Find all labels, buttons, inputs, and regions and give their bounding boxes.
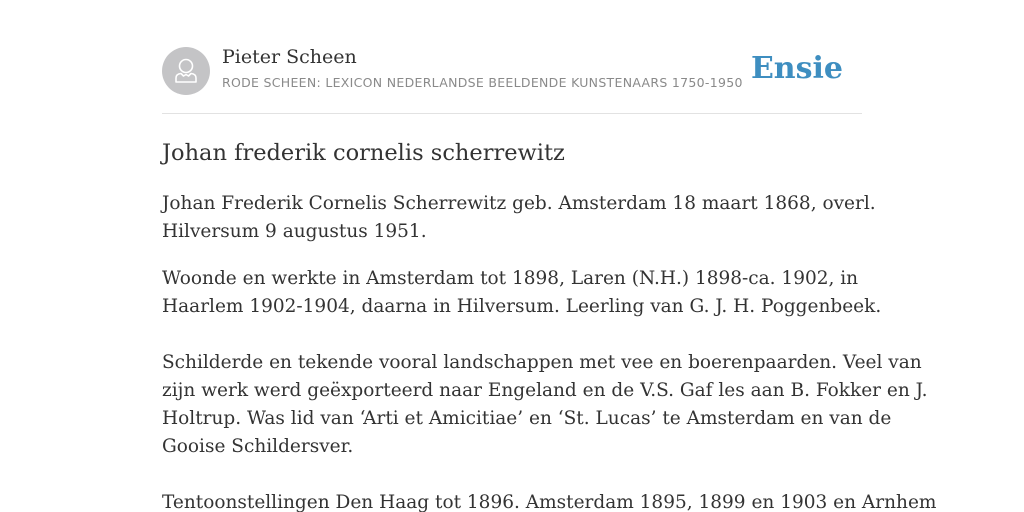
paragraph-line: Tentoonstellingen Den Haag tot 1896. Amsterdam 1895, 1899 en 1903 en Arnhem [162, 492, 937, 512]
article-header [162, 46, 862, 96]
author-name[interactable]: Pieter Scheen [222, 46, 357, 68]
paragraph-line: Hilversum 9 augustus 1951. [162, 221, 427, 242]
user-icon [162, 47, 210, 95]
paragraph-line: Schilderde en tekende vooral landschappen met vee en boerenpaarden. Veel van [162, 352, 922, 373]
paragraph-line: Haarlem 1902-1904, daarna in Hilversum. Leerling van G. J. H. Poggenbeek. [162, 296, 882, 317]
paragraph-line: Holtrup. Was lid van ‘Arti et Amicitiae’ en ‘St. Lucas’ te Amsterdam en van de [162, 408, 892, 429]
paragraph [162, 190, 876, 246]
paragraph [162, 349, 928, 461]
paragraph-line: Gooise Schildersver. [162, 436, 354, 457]
header-divider [162, 113, 862, 114]
paragraph [162, 265, 882, 321]
line-break [162, 321, 862, 349]
article-body [162, 136, 937, 512]
paragraph [162, 489, 937, 512]
article-title: Johan frederik cornelis scherrewitz [162, 140, 565, 166]
line-break [162, 461, 862, 489]
brand-logo[interactable]: Ensie [750, 51, 843, 86]
source-label[interactable]: RODE SCHEEN: LEXICON NEDERLANDSE BEELDENDE KUNSTENAARS 1750-1950 [222, 75, 743, 90]
paragraph-line: Johan Frederik Cornelis Scherrewitz geb. Amsterdam 18 maart 1868, overl. [162, 193, 876, 214]
author-avatar[interactable] [162, 47, 210, 95]
paragraph-line: Woonde en werkte in Amsterdam tot 1898, Laren (N.H.) 1898-ca. 1902, in [162, 268, 859, 289]
paragraph-line: zijn werk werd geëxporteerd naar Engeland en de V.S. Gaf les aan B. Fokker en J. [162, 380, 928, 401]
